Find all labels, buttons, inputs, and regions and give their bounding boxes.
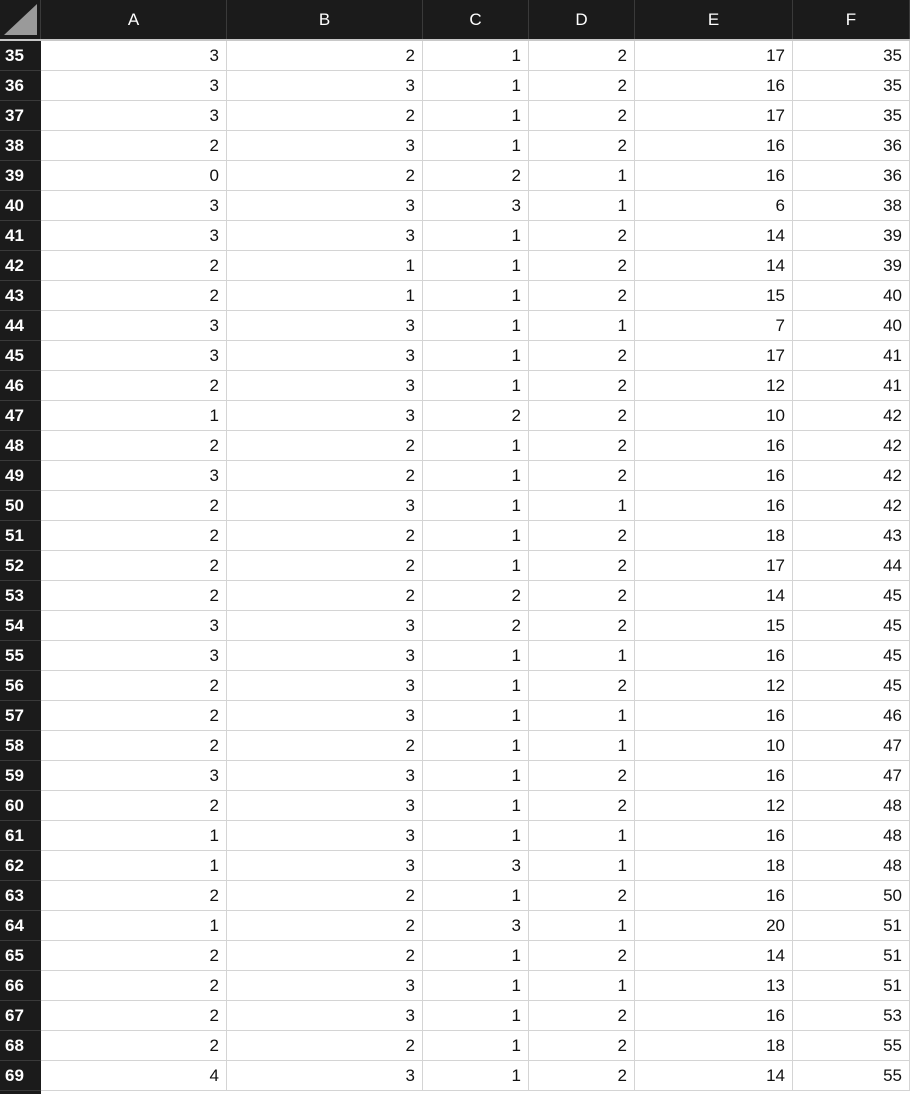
cell-a[interactable]: 3 xyxy=(41,101,227,131)
cell-e[interactable]: 12 xyxy=(635,371,793,401)
cell-c[interactable]: 2 xyxy=(423,581,529,611)
table-row xyxy=(41,461,910,491)
cell-c[interactable]: 1 xyxy=(423,131,529,161)
cell-d[interactable]: 2 xyxy=(529,611,635,641)
cell-f[interactable]: 45 xyxy=(793,641,910,671)
row-header[interactable]: 40 xyxy=(0,191,41,221)
cell-d[interactable]: 1 xyxy=(529,311,635,341)
table-row xyxy=(41,971,910,1001)
cell-a[interactable]: 2 xyxy=(41,701,227,731)
cell-b[interactable]: 2 xyxy=(227,1031,423,1061)
cell-c[interactable]: 1 xyxy=(423,701,529,731)
cell-b[interactable]: 3 xyxy=(227,821,423,851)
cell-e[interactable]: 12 xyxy=(635,671,793,701)
cell-e[interactable]: 17 xyxy=(635,551,793,581)
cell-c[interactable]: 1 xyxy=(423,1061,529,1091)
row-header[interactable]: 50 xyxy=(0,491,41,521)
cell-c[interactable]: 1 xyxy=(423,521,529,551)
cell-a[interactable]: 3 xyxy=(41,341,227,371)
cell-f[interactable]: 41 xyxy=(793,341,910,371)
cell-d[interactable]: 1 xyxy=(529,641,635,671)
select-all-triangle-icon xyxy=(4,4,37,35)
cell-f[interactable]: 35 xyxy=(793,101,910,131)
cell-a[interactable]: 3 xyxy=(41,311,227,341)
cell-b[interactable]: 3 xyxy=(227,701,423,731)
row-header[interactable]: 38 xyxy=(0,131,41,161)
table-row xyxy=(41,71,910,101)
cell-f[interactable]: 41 xyxy=(793,371,910,401)
table-row xyxy=(41,251,910,281)
cell-b[interactable]: 1 xyxy=(227,251,423,281)
cell-f[interactable]: 42 xyxy=(793,491,910,521)
row-header[interactable]: 64 xyxy=(0,911,41,941)
cell-f[interactable]: 55 xyxy=(793,1061,910,1091)
cell-a[interactable]: 1 xyxy=(41,851,227,881)
cell-d[interactable]: 2 xyxy=(529,431,635,461)
cell-b[interactable]: 3 xyxy=(227,761,423,791)
row-header[interactable]: 44 xyxy=(0,311,41,341)
cell-e[interactable]: 16 xyxy=(635,1001,793,1031)
cell-a[interactable]: 2 xyxy=(41,731,227,761)
cell-c[interactable]: 1 xyxy=(423,221,529,251)
cell-d[interactable]: 2 xyxy=(529,1061,635,1091)
cell-c[interactable]: 2 xyxy=(423,161,529,191)
table-row xyxy=(41,551,910,581)
cell-c[interactable]: 1 xyxy=(423,881,529,911)
cell-d[interactable]: 1 xyxy=(529,731,635,761)
cell-a[interactable]: 3 xyxy=(41,191,227,221)
cell-f[interactable]: 39 xyxy=(793,251,910,281)
cell-c[interactable]: 1 xyxy=(423,971,529,1001)
cell-a[interactable]: 2 xyxy=(41,971,227,1001)
cell-e[interactable]: 16 xyxy=(635,821,793,851)
cell-f[interactable]: 53 xyxy=(793,1001,910,1031)
cell-a[interactable]: 2 xyxy=(41,371,227,401)
cell-a[interactable]: 3 xyxy=(41,641,227,671)
cell-c[interactable]: 1 xyxy=(423,1031,529,1061)
cell-a[interactable]: 3 xyxy=(41,761,227,791)
cell-e[interactable]: 16 xyxy=(635,161,793,191)
cell-b[interactable]: 2 xyxy=(227,461,423,491)
table-row xyxy=(41,641,910,671)
table-row xyxy=(41,161,910,191)
cell-b[interactable]: 3 xyxy=(227,221,423,251)
cell-f[interactable]: 46 xyxy=(793,701,910,731)
cell-e[interactable]: 15 xyxy=(635,611,793,641)
table-row xyxy=(41,401,910,431)
cell-c[interactable]: 1 xyxy=(423,461,529,491)
cell-e[interactable]: 20 xyxy=(635,911,793,941)
cell-e[interactable]: 14 xyxy=(635,941,793,971)
cell-f[interactable]: 45 xyxy=(793,671,910,701)
cell-a[interactable]: 0 xyxy=(41,161,227,191)
column-header-d[interactable]: D xyxy=(529,0,635,39)
cell-d[interactable]: 2 xyxy=(529,551,635,581)
cell-c[interactable]: 1 xyxy=(423,41,529,71)
cell-a[interactable]: 2 xyxy=(41,791,227,821)
column-header-c[interactable]: C xyxy=(423,0,529,39)
cell-e[interactable]: 16 xyxy=(635,71,793,101)
cell-b[interactable]: 3 xyxy=(227,341,423,371)
cell-f[interactable]: 45 xyxy=(793,611,910,641)
cell-e[interactable]: 16 xyxy=(635,491,793,521)
cell-c[interactable]: 1 xyxy=(423,371,529,401)
cell-d[interactable]: 1 xyxy=(529,821,635,851)
cell-c[interactable]: 2 xyxy=(423,401,529,431)
row-header[interactable]: 46 xyxy=(0,371,41,401)
cell-b[interactable]: 3 xyxy=(227,491,423,521)
cell-f[interactable]: 47 xyxy=(793,731,910,761)
cell-b[interactable]: 1 xyxy=(227,281,423,311)
cell-d[interactable]: 2 xyxy=(529,941,635,971)
cell-c[interactable]: 1 xyxy=(423,1001,529,1031)
column-header-a[interactable]: A xyxy=(41,0,227,39)
cell-grid xyxy=(41,41,910,1094)
cell-d[interactable]: 1 xyxy=(529,191,635,221)
cell-f[interactable]: 51 xyxy=(793,941,910,971)
cell-f[interactable]: 51 xyxy=(793,911,910,941)
cell-a[interactable]: 3 xyxy=(41,461,227,491)
table-row xyxy=(41,41,910,71)
row-header[interactable]: 68 xyxy=(0,1031,41,1061)
cell-d[interactable]: 2 xyxy=(529,101,635,131)
table-row xyxy=(41,131,910,161)
table-row xyxy=(41,311,910,341)
cell-d[interactable]: 2 xyxy=(529,131,635,161)
cell-b[interactable]: 3 xyxy=(227,401,423,431)
cell-b[interactable]: 2 xyxy=(227,581,423,611)
cell-b[interactable]: 2 xyxy=(227,161,423,191)
cell-a[interactable]: 2 xyxy=(41,521,227,551)
cell-d[interactable]: 2 xyxy=(529,251,635,281)
row-header[interactable]: 39 xyxy=(0,161,41,191)
cell-c[interactable]: 1 xyxy=(423,761,529,791)
cell-b[interactable]: 2 xyxy=(227,521,423,551)
table-row xyxy=(41,821,910,851)
cell-d[interactable]: 2 xyxy=(529,791,635,821)
row-header[interactable]: 53 xyxy=(0,581,41,611)
cell-b[interactable]: 3 xyxy=(227,311,423,341)
cell-a[interactable]: 1 xyxy=(41,401,227,431)
table-row xyxy=(41,851,910,881)
cell-c[interactable]: 1 xyxy=(423,821,529,851)
row-header[interactable]: 45 xyxy=(0,341,41,371)
row-header[interactable]: 55 xyxy=(0,641,41,671)
cell-c[interactable]: 1 xyxy=(423,941,529,971)
row-header[interactable]: 48 xyxy=(0,431,41,461)
cell-b[interactable]: 2 xyxy=(227,941,423,971)
cell-a[interactable]: 2 xyxy=(41,1001,227,1031)
table-row xyxy=(41,341,910,371)
cell-b[interactable]: 2 xyxy=(227,551,423,581)
cell-d[interactable]: 1 xyxy=(529,971,635,1001)
table-row xyxy=(41,941,910,971)
table-row xyxy=(41,731,910,761)
cell-e[interactable]: 16 xyxy=(635,131,793,161)
cell-f[interactable]: 39 xyxy=(793,221,910,251)
cell-d[interactable]: 2 xyxy=(529,341,635,371)
cell-b[interactable]: 3 xyxy=(227,641,423,671)
cell-f[interactable]: 45 xyxy=(793,581,910,611)
cell-d[interactable]: 2 xyxy=(529,761,635,791)
row-header[interactable]: 66 xyxy=(0,971,41,1001)
cell-a[interactable]: 1 xyxy=(41,911,227,941)
cell-e[interactable]: 15 xyxy=(635,281,793,311)
column-header-f[interactable]: F xyxy=(793,0,910,39)
cell-e[interactable]: 16 xyxy=(635,641,793,671)
cell-f[interactable]: 36 xyxy=(793,161,910,191)
cell-f[interactable]: 36 xyxy=(793,131,910,161)
row-header[interactable]: 65 xyxy=(0,941,41,971)
cell-f[interactable]: 43 xyxy=(793,521,910,551)
row-header[interactable]: 63 xyxy=(0,881,41,911)
cell-b[interactable]: 3 xyxy=(227,131,423,161)
cell-c[interactable]: 1 xyxy=(423,731,529,761)
table-row xyxy=(41,521,910,551)
row-header[interactable]: 49 xyxy=(0,461,41,491)
cell-d[interactable]: 2 xyxy=(529,521,635,551)
cell-e[interactable]: 14 xyxy=(635,1061,793,1091)
select-all-corner[interactable] xyxy=(0,0,41,39)
cell-f[interactable]: 48 xyxy=(793,821,910,851)
cell-e[interactable]: 16 xyxy=(635,461,793,491)
cell-f[interactable]: 51 xyxy=(793,971,910,1001)
cell-a[interactable]: 4 xyxy=(41,1061,227,1091)
cell-e[interactable]: 13 xyxy=(635,971,793,1001)
cell-e[interactable]: 14 xyxy=(635,221,793,251)
column-header-bar xyxy=(41,0,910,39)
cell-d[interactable]: 2 xyxy=(529,1031,635,1061)
row-header[interactable]: 43 xyxy=(0,281,41,311)
table-row xyxy=(41,1031,910,1061)
row-header[interactable]: 36 xyxy=(0,71,41,101)
cell-f[interactable]: 35 xyxy=(793,71,910,101)
table-row xyxy=(41,701,910,731)
cell-b[interactable]: 2 xyxy=(227,431,423,461)
row-header[interactable]: 58 xyxy=(0,731,41,761)
cell-d[interactable]: 2 xyxy=(529,281,635,311)
cell-b[interactable]: 3 xyxy=(227,71,423,101)
cell-e[interactable]: 18 xyxy=(635,521,793,551)
cell-f[interactable]: 42 xyxy=(793,431,910,461)
cell-b[interactable]: 2 xyxy=(227,731,423,761)
cell-e[interactable]: 10 xyxy=(635,731,793,761)
cell-b[interactable]: 3 xyxy=(227,371,423,401)
cell-a[interactable]: 2 xyxy=(41,491,227,521)
cell-d[interactable]: 1 xyxy=(529,911,635,941)
cell-b[interactable]: 3 xyxy=(227,1061,423,1091)
table-row xyxy=(41,101,910,131)
cell-c[interactable]: 3 xyxy=(423,191,529,221)
row-header[interactable]: 47 xyxy=(0,401,41,431)
cell-e[interactable]: 18 xyxy=(635,1031,793,1061)
cell-d[interactable]: 2 xyxy=(529,41,635,71)
cell-f[interactable]: 35 xyxy=(793,41,910,71)
cell-d[interactable]: 1 xyxy=(529,851,635,881)
row-header[interactable]: 62 xyxy=(0,851,41,881)
cell-a[interactable]: 3 xyxy=(41,221,227,251)
cell-c[interactable]: 1 xyxy=(423,311,529,341)
cell-c[interactable]: 1 xyxy=(423,251,529,281)
cell-a[interactable]: 3 xyxy=(41,71,227,101)
row-header[interactable]: 61 xyxy=(0,821,41,851)
cell-b[interactable]: 3 xyxy=(227,1001,423,1031)
cell-f[interactable]: 50 xyxy=(793,881,910,911)
cell-a[interactable]: 2 xyxy=(41,941,227,971)
row-header[interactable]: 35 xyxy=(0,41,41,71)
cell-a[interactable]: 3 xyxy=(41,611,227,641)
row-header-bar xyxy=(0,41,41,1094)
table-row xyxy=(41,671,910,701)
table-row xyxy=(41,491,910,521)
cell-d[interactable]: 2 xyxy=(529,401,635,431)
cell-e[interactable]: 12 xyxy=(635,791,793,821)
table-row xyxy=(41,761,910,791)
cell-f[interactable]: 44 xyxy=(793,551,910,581)
cell-d[interactable]: 2 xyxy=(529,371,635,401)
cell-f[interactable]: 42 xyxy=(793,461,910,491)
cell-c[interactable]: 1 xyxy=(423,491,529,521)
cell-d[interactable]: 2 xyxy=(529,71,635,101)
cell-b[interactable]: 3 xyxy=(227,611,423,641)
cell-c[interactable]: 3 xyxy=(423,851,529,881)
cell-f[interactable]: 47 xyxy=(793,761,910,791)
cell-e[interactable]: 17 xyxy=(635,341,793,371)
cell-e[interactable]: 16 xyxy=(635,761,793,791)
cell-a[interactable]: 2 xyxy=(41,431,227,461)
cell-d[interactable]: 2 xyxy=(529,221,635,251)
cell-e[interactable]: 10 xyxy=(635,401,793,431)
table-row xyxy=(41,371,910,401)
cell-c[interactable]: 1 xyxy=(423,101,529,131)
table-row xyxy=(41,431,910,461)
cell-c[interactable]: 1 xyxy=(423,281,529,311)
column-header-b[interactable]: B xyxy=(227,0,423,39)
cell-d[interactable]: 2 xyxy=(529,671,635,701)
row-header[interactable]: 42 xyxy=(0,251,41,281)
cell-b[interactable]: 3 xyxy=(227,791,423,821)
cell-e[interactable]: 16 xyxy=(635,701,793,731)
cell-f[interactable]: 40 xyxy=(793,281,910,311)
table-row xyxy=(41,281,910,311)
cell-f[interactable]: 55 xyxy=(793,1031,910,1061)
cell-a[interactable]: 2 xyxy=(41,251,227,281)
cell-e[interactable]: 14 xyxy=(635,581,793,611)
table-row xyxy=(41,581,910,611)
row-header[interactable]: 41 xyxy=(0,221,41,251)
row-header[interactable]: 54 xyxy=(0,611,41,641)
row-header[interactable]: 60 xyxy=(0,791,41,821)
cell-e[interactable]: 17 xyxy=(635,41,793,71)
cell-d[interactable]: 2 xyxy=(529,461,635,491)
table-row xyxy=(41,911,910,941)
cell-c[interactable]: 1 xyxy=(423,791,529,821)
cell-b[interactable]: 3 xyxy=(227,671,423,701)
row-header[interactable]: 59 xyxy=(0,761,41,791)
cell-f[interactable]: 42 xyxy=(793,401,910,431)
cell-c[interactable]: 2 xyxy=(423,611,529,641)
column-header-e[interactable]: E xyxy=(635,0,793,39)
cell-e[interactable]: 7 xyxy=(635,311,793,341)
cell-a[interactable]: 2 xyxy=(41,581,227,611)
cell-e[interactable]: 18 xyxy=(635,851,793,881)
cell-b[interactable]: 2 xyxy=(227,881,423,911)
row-header[interactable]: 51 xyxy=(0,521,41,551)
cell-e[interactable]: 16 xyxy=(635,431,793,461)
cell-f[interactable]: 38 xyxy=(793,191,910,221)
row-header[interactable]: 69 xyxy=(0,1061,41,1091)
cell-c[interactable]: 1 xyxy=(423,671,529,701)
cell-e[interactable]: 14 xyxy=(635,251,793,281)
table-row xyxy=(41,191,910,221)
row-header[interactable]: 52 xyxy=(0,551,41,581)
row-header[interactable]: 57 xyxy=(0,701,41,731)
cell-d[interactable]: 1 xyxy=(529,161,635,191)
cell-b[interactable]: 2 xyxy=(227,41,423,71)
cell-c[interactable]: 1 xyxy=(423,71,529,101)
cell-a[interactable]: 2 xyxy=(41,131,227,161)
cell-d[interactable]: 2 xyxy=(529,581,635,611)
row-header[interactable]: 56 xyxy=(0,671,41,701)
cell-d[interactable]: 2 xyxy=(529,881,635,911)
table-row xyxy=(41,791,910,821)
table-row xyxy=(41,221,910,251)
cell-a[interactable]: 3 xyxy=(41,41,227,71)
cell-b[interactable]: 2 xyxy=(227,101,423,131)
cell-a[interactable]: 2 xyxy=(41,551,227,581)
row-header[interactable]: 37 xyxy=(0,101,41,131)
cell-c[interactable]: 1 xyxy=(423,641,529,671)
cell-a[interactable]: 2 xyxy=(41,281,227,311)
cell-a[interactable]: 2 xyxy=(41,881,227,911)
cell-d[interactable]: 1 xyxy=(529,701,635,731)
cell-c[interactable]: 1 xyxy=(423,431,529,461)
cell-f[interactable]: 40 xyxy=(793,311,910,341)
cell-a[interactable]: 2 xyxy=(41,671,227,701)
cell-f[interactable]: 48 xyxy=(793,851,910,881)
row-header[interactable]: 67 xyxy=(0,1001,41,1031)
cell-a[interactable]: 1 xyxy=(41,821,227,851)
table-row xyxy=(41,611,910,641)
cell-b[interactable]: 3 xyxy=(227,971,423,1001)
cell-c[interactable]: 1 xyxy=(423,551,529,581)
cell-e[interactable]: 16 xyxy=(635,881,793,911)
cell-b[interactable]: 3 xyxy=(227,191,423,221)
cell-b[interactable]: 2 xyxy=(227,911,423,941)
cell-b[interactable]: 3 xyxy=(227,851,423,881)
table-row xyxy=(41,1001,910,1031)
cell-c[interactable]: 1 xyxy=(423,341,529,371)
cell-e[interactable]: 6 xyxy=(635,191,793,221)
table-row xyxy=(41,1061,910,1091)
cell-a[interactable]: 2 xyxy=(41,1031,227,1061)
cell-f[interactable]: 48 xyxy=(793,791,910,821)
cell-c[interactable]: 3 xyxy=(423,911,529,941)
table-row xyxy=(41,881,910,911)
cell-d[interactable]: 1 xyxy=(529,491,635,521)
cell-e[interactable]: 17 xyxy=(635,101,793,131)
cell-d[interactable]: 2 xyxy=(529,1001,635,1031)
